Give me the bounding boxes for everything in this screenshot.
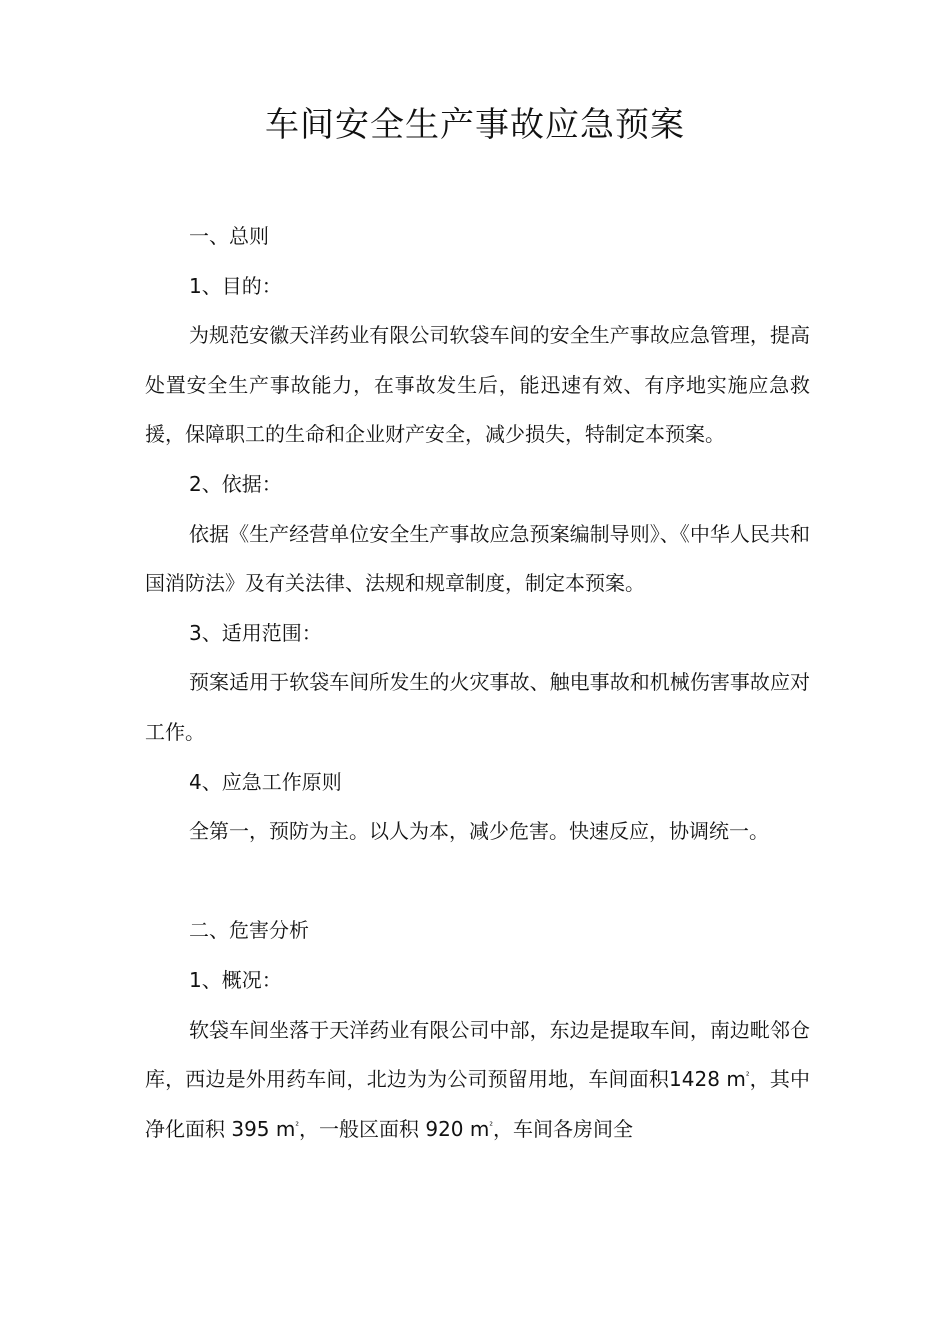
paragraph-scope: 预案适用于软袋车间所发生的火灾事故、触电事故和机械伤害事故应对工作。 [145, 670, 810, 744]
subheading-principles: 4、应急工作原则 [189, 769, 342, 794]
subheading-basis: 2、依据： [189, 471, 282, 496]
overview-text-c: ，一般区面积 920 m [298, 1116, 490, 1141]
overview-text-d: ，车间各房间全 [492, 1116, 633, 1141]
overview-text-a: 软袋车间坐落于天洋药业有限公司中部，东边是提取车间，南边毗邻仓库，西边是外用药车间，北边为为公司预留用地，车间面积1428 m [145, 1017, 810, 1092]
square-unit-2: ² [295, 1121, 299, 1132]
section-heading-hazard-analysis: 二、危害分析 [189, 918, 309, 943]
square-unit-1: ² [745, 1071, 750, 1082]
subheading-scope: 3、适用范围： [189, 620, 322, 645]
section-heading-general: 一、总则 [189, 224, 269, 248]
subheading-purpose: 1、目的： [189, 273, 282, 298]
overview-text-b: ，其中净化面积 395 m [145, 1067, 810, 1141]
document-title: 车间安全生产事故应急预案 [265, 105, 685, 145]
paragraph-basis: 依据《生产经营单位安全生产事故应急预案编制导则》、《中华人民共和国消防法》及有关法律、法规和规章制度，制定本预案。 [145, 521, 810, 596]
paragraph-principles: 全第一，预防为主。以人为本，减少危害。快速反应，协调统一。 [189, 819, 769, 844]
square-unit-3: ² [489, 1121, 493, 1132]
subheading-overview: 1、概况： [189, 967, 282, 992]
paragraph-purpose: 为规范安徽天洋药业有限公司软袋车间的安全生产事故应急管理，提高处置安全生产事故能力，在事故发生后，能迅速有效、有序地实施应急救援，保障职工的生命和企业财产安全，减少损失，特制定本预案。 [145, 323, 810, 447]
paragraph-overview [145, 1006, 810, 1155]
document-body [145, 212, 810, 1154]
section-spacer [145, 857, 810, 907]
